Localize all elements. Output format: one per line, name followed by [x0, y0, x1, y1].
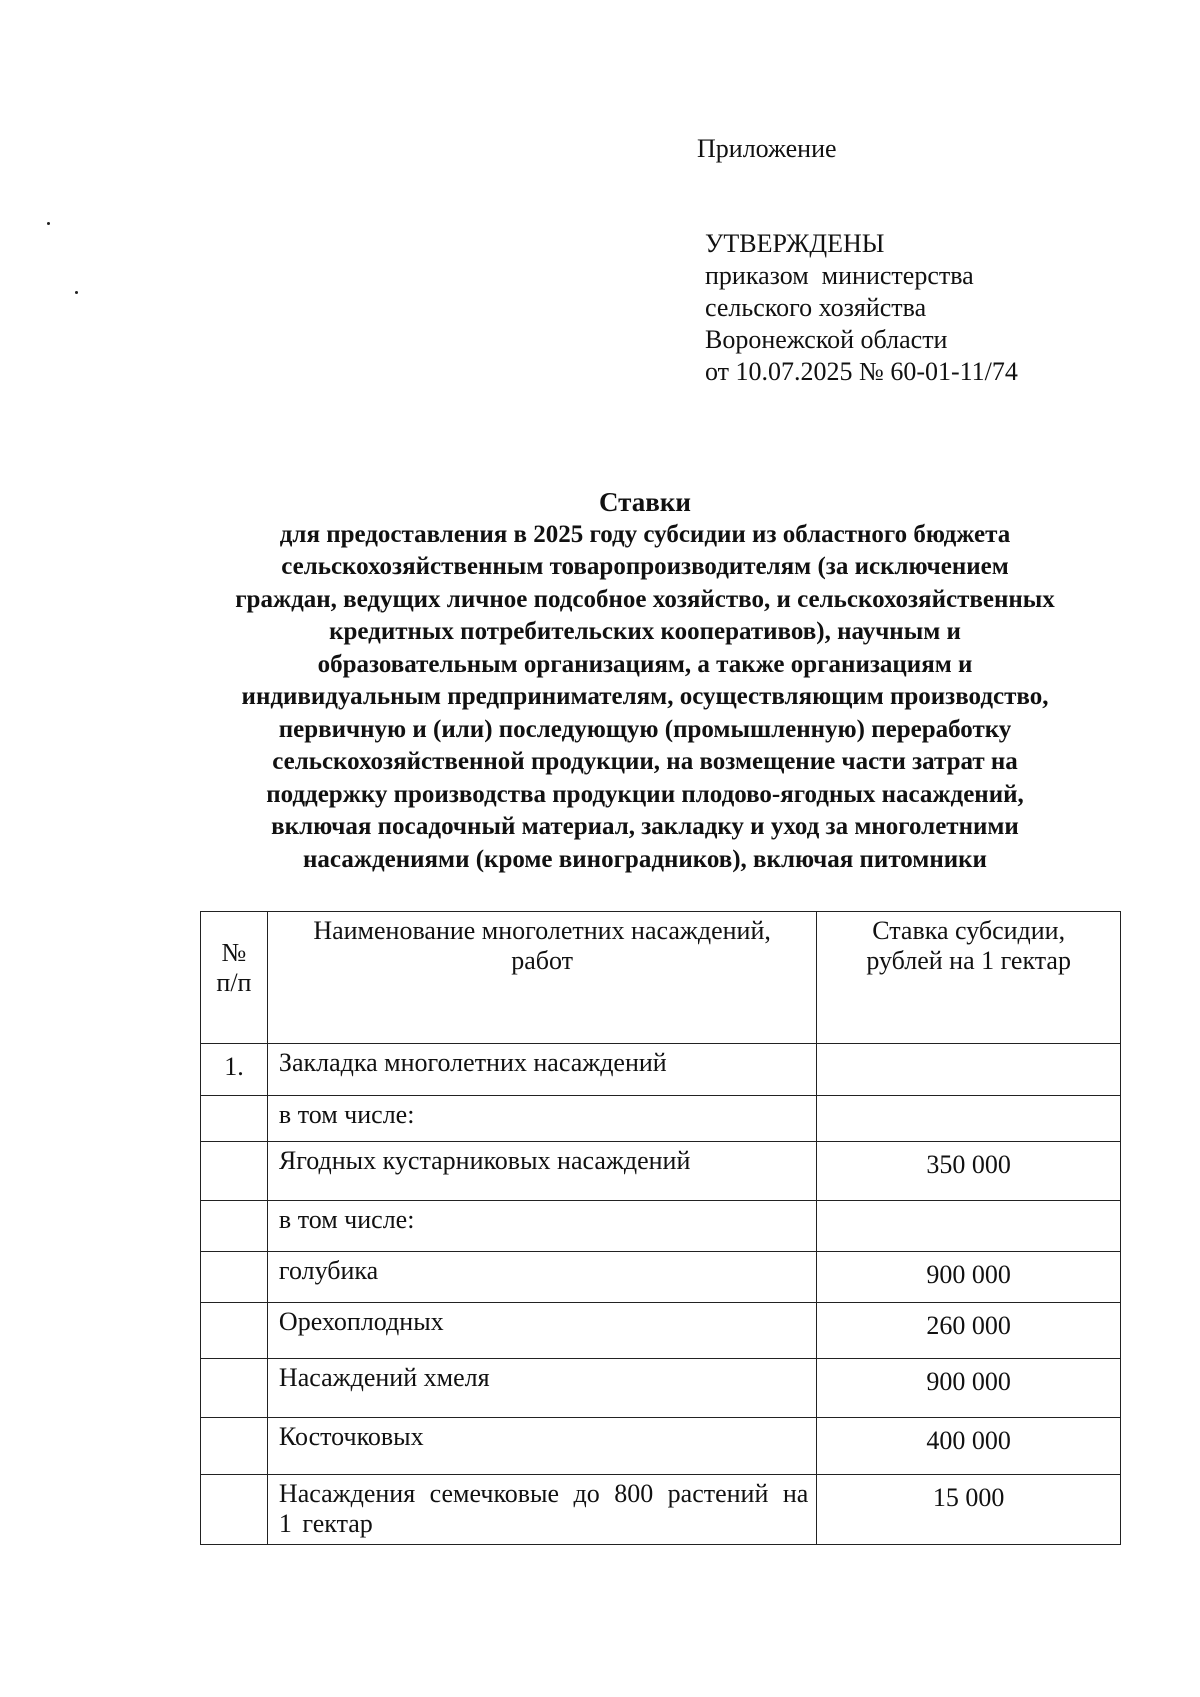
header-rate [817, 912, 1121, 1044]
title-line: насаждениями (кроме виноградников), включая питомники [303, 845, 987, 873]
header-name [267, 912, 816, 1044]
header-name-line2: работ [511, 946, 574, 975]
header-rate-line1: Ставка субсидии, [872, 916, 1066, 945]
table-row [201, 1359, 1121, 1418]
table-row [201, 1475, 1121, 1545]
approval-line: Воронежской области [705, 325, 948, 354]
rates-table [200, 911, 1121, 1545]
row-name: Косточковых [267, 1418, 816, 1475]
row-num [201, 1303, 268, 1359]
row-name: Насаждений хмеля [267, 1359, 816, 1418]
approval-block [705, 228, 1018, 388]
approval-line: УТВЕРЖДЕНЫ [705, 229, 885, 258]
row-rate [817, 1201, 1121, 1252]
table-row [201, 1142, 1121, 1201]
title-line: поддержку производства продукции плодово-ягодных насаждений, [266, 780, 1024, 808]
scan-speck [47, 222, 50, 225]
row-num [201, 1252, 268, 1303]
title-line: сельскохозяйственным товаропроизводителям (за исключением [281, 553, 1009, 580]
row-num [201, 1201, 268, 1252]
header-num-line1: № [221, 938, 247, 967]
row-name: голубика [267, 1252, 816, 1303]
row-name: Закладка многолетних насаждений [267, 1044, 816, 1096]
title-line: включая посадочный материал, закладку и уход за многолетними [271, 813, 1019, 840]
header-rate-line2: рублей на 1 гектар [866, 946, 1071, 975]
row-num [201, 1142, 268, 1201]
row-rate: 15 000 [817, 1475, 1121, 1545]
header-num [201, 912, 268, 1044]
title-line: граждан, ведущих личное подсобное хозяйство, и сельскохозяйственных [235, 585, 1055, 613]
title-line: для предоставления в 2025 году субсидии из областного бюджета [279, 520, 1011, 548]
title-line: сельскохозяйственной продукции, на возмещение части затрат на [272, 748, 1018, 775]
table-row [201, 1303, 1121, 1359]
appendix-label: Приложение [697, 134, 837, 163]
table-row [201, 1418, 1121, 1475]
title-heading: Ставки [599, 487, 691, 517]
title-line: кредитных потребительских кооперативов), научным и [329, 618, 961, 645]
row-rate [817, 1044, 1121, 1096]
title-line: первичную и (или) последующую (промышленную) переработку [278, 715, 1012, 743]
row-rate: 900 000 [817, 1359, 1121, 1418]
row-rate: 900 000 [817, 1252, 1121, 1303]
table-row [201, 1201, 1121, 1252]
row-rate: 260 000 [817, 1303, 1121, 1359]
row-num [201, 1096, 268, 1142]
row-rate: 350 000 [817, 1142, 1121, 1201]
approval-line: от 10.07.2025 № 60-01-11/74 [705, 357, 1018, 386]
table-row [201, 1044, 1121, 1096]
title-line: образовательным организациям, а также организациям и [317, 650, 973, 678]
table-header-row [201, 912, 1121, 1044]
row-name: в том числе: [267, 1096, 816, 1142]
document-title [140, 486, 1150, 876]
approval-line: сельского хозяйства [705, 293, 927, 322]
row-name: в том числе: [267, 1201, 816, 1252]
row-rate [817, 1096, 1121, 1142]
table-row [201, 1096, 1121, 1142]
header-num-line2: п/п [216, 968, 252, 997]
row-num [201, 1359, 268, 1418]
row-rate: 400 000 [817, 1418, 1121, 1475]
row-name: Ягодных кустарниковых насаждений [267, 1142, 816, 1201]
row-num [201, 1475, 268, 1545]
table-row [201, 1252, 1121, 1303]
scan-speck [75, 291, 78, 294]
row-name: Насаждения семечковые до 800 растений на 1 гектар [267, 1475, 816, 1545]
row-num [201, 1418, 268, 1475]
header-name-line1: Наименование многолетних насаждений, [313, 916, 771, 945]
approval-line: приказом министерства [705, 261, 974, 290]
row-num: 1. [201, 1044, 268, 1096]
row-name: Орехоплодных [267, 1303, 816, 1359]
title-line: индивидуальным предпринимателям, осуществляющим производство, [241, 683, 1049, 710]
